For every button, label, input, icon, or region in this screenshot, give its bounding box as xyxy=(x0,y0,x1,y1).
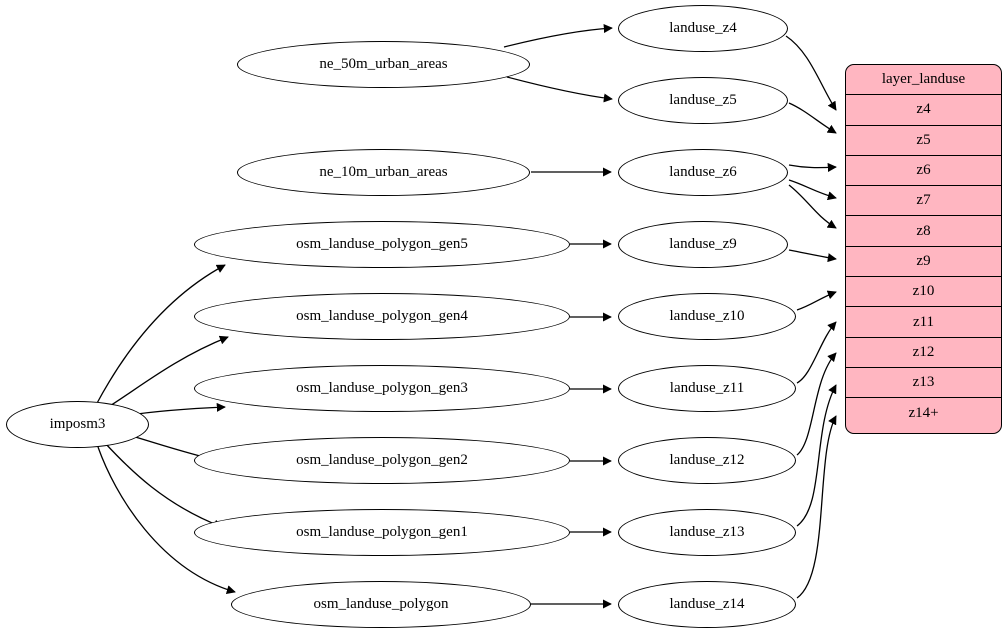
node-landuse-z5[interactable] xyxy=(618,77,788,124)
node-landuse-z11[interactable] xyxy=(618,365,796,412)
node-label: imposm3 xyxy=(49,416,106,432)
node-label: osm_landuse_polygon_gen1 xyxy=(296,524,468,540)
layer-row-z4[interactable]: z4 xyxy=(846,95,1001,125)
node-label: ne_10m_urban_areas xyxy=(319,164,448,180)
layer-row-z8[interactable]: z8 xyxy=(846,216,1001,246)
node-landuse-z4[interactable] xyxy=(618,5,788,52)
node-landuse-z12[interactable] xyxy=(618,437,796,484)
layer-row-z7[interactable]: z7 xyxy=(846,186,1001,216)
node-label: osm_landuse_polygon_gen2 xyxy=(296,452,468,468)
node-label: osm_landuse_polygon xyxy=(313,596,449,612)
node-landuse-z9[interactable] xyxy=(618,221,788,268)
node-landuse-z14[interactable] xyxy=(618,581,796,628)
node-osm-landuse-polygon-gen3[interactable] xyxy=(194,365,570,412)
node-label: osm_landuse_polygon_gen5 xyxy=(296,236,468,252)
node-label: landuse_z13 xyxy=(669,524,745,540)
node-ne-10m-urban-areas[interactable] xyxy=(237,149,530,196)
node-label: landuse_z11 xyxy=(669,380,745,396)
node-label: landuse_z6 xyxy=(669,164,737,180)
node-landuse-z10[interactable] xyxy=(618,293,796,340)
node-osm-landuse-polygon-gen4[interactable] xyxy=(194,293,570,340)
node-label: osm_landuse_polygon_gen4 xyxy=(296,308,468,324)
node-label: landuse_z4 xyxy=(669,20,737,36)
layer-row-z14plus[interactable]: z14+ xyxy=(908,404,939,421)
layer-row-z9[interactable]: z9 xyxy=(846,247,1001,277)
node-imposm3[interactable] xyxy=(6,401,149,448)
node-osm-landuse-polygon-gen5[interactable] xyxy=(194,221,570,268)
node-label: landuse_z14 xyxy=(669,596,745,612)
node-label: osm_landuse_polygon_gen3 xyxy=(296,380,468,396)
layer-row-z11[interactable]: z11 xyxy=(846,307,1001,337)
layer-row-z12[interactable]: z12 xyxy=(846,338,1001,368)
layer-landuse-table[interactable] xyxy=(845,64,1002,434)
layer-row-z5[interactable]: z5 xyxy=(846,126,1001,156)
layer-table-header: layer_landuse xyxy=(846,65,1001,95)
layer-row-z13[interactable]: z13 xyxy=(846,368,1001,398)
node-label: landuse_z5 xyxy=(669,92,737,108)
node-osm-landuse-polygon-gen1[interactable] xyxy=(194,509,570,556)
node-label: landuse_z12 xyxy=(669,452,745,468)
node-landuse-z13[interactable] xyxy=(618,509,796,556)
node-landuse-z6[interactable] xyxy=(618,149,788,196)
node-label: landuse_z10 xyxy=(669,308,745,324)
node-osm-landuse-polygon-gen2[interactable] xyxy=(194,437,570,484)
node-label: landuse_z9 xyxy=(669,236,737,252)
node-osm-landuse-polygon[interactable] xyxy=(231,581,531,628)
layer-row-z10[interactable]: z10 xyxy=(846,277,1001,307)
layer-row-z6[interactable]: z6 xyxy=(846,156,1001,186)
node-ne-50m-urban-areas[interactable] xyxy=(237,41,530,88)
node-label: ne_50m_urban_areas xyxy=(319,56,448,72)
